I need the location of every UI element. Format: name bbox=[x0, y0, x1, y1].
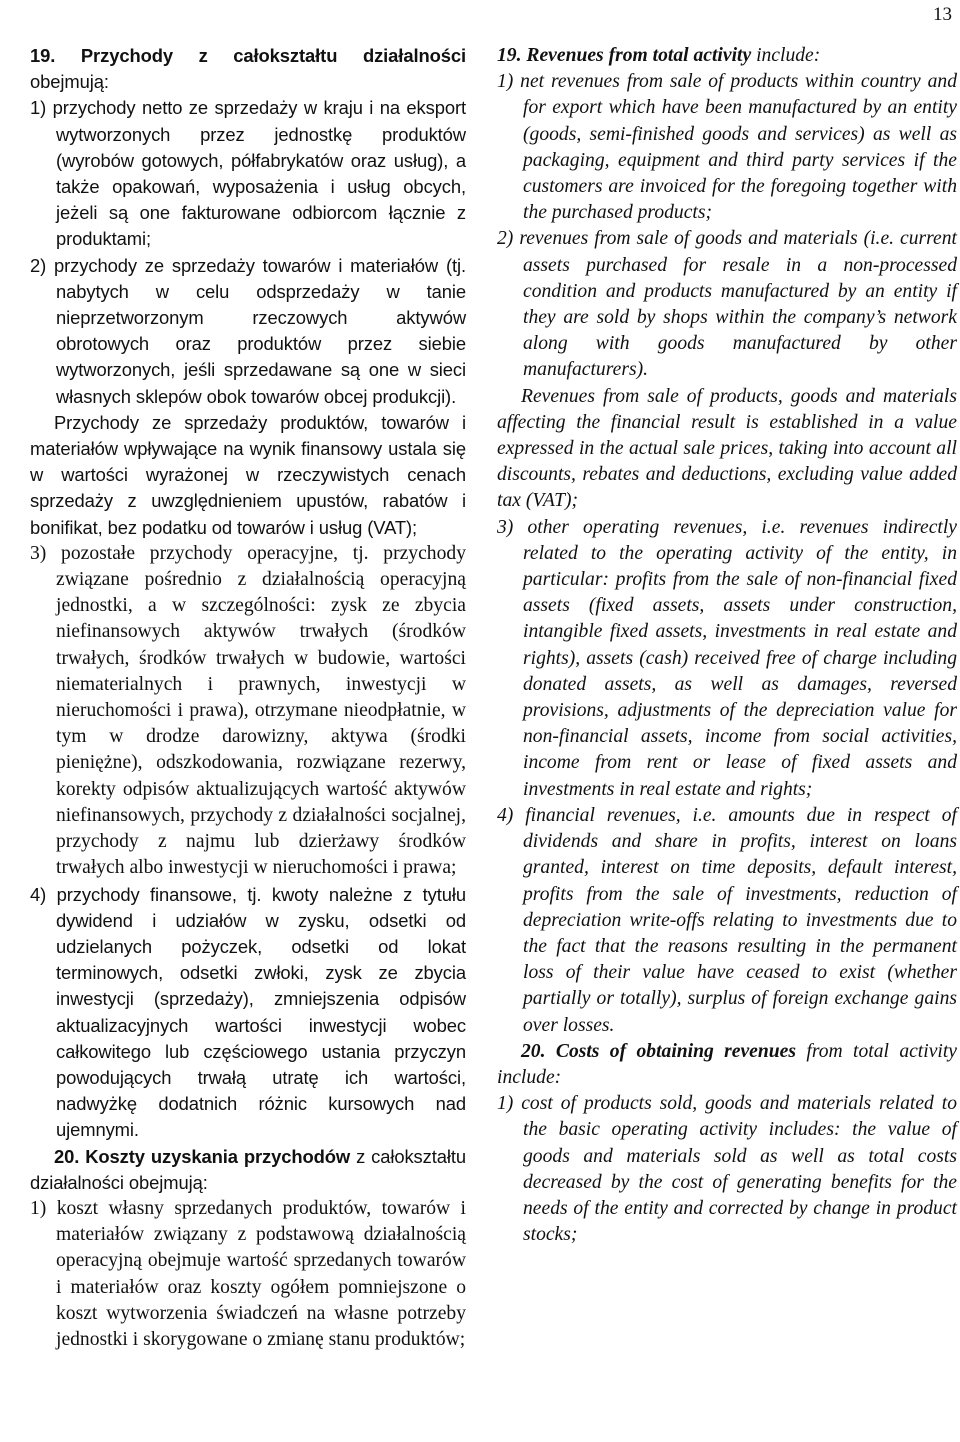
en-section19-heading-line bbox=[497, 43, 957, 69]
pl-section19-item2: 2) przychody ze sprzedaży towarów i materiałów (tj. nabytych w celu odsprzedaży w tanie nieprzetworzonym rzeczowych aktywów obrotowych oraz produktów przez siebie wytworzonych, jeśli sprzedawane są one w sieci własnych sklepów obok towarów obcej produkcji). bbox=[30, 254, 466, 407]
page-number: 13 bbox=[933, 4, 952, 25]
en-section20-number: 20. bbox=[521, 1040, 546, 1062]
en-section19-item4: 4) financial revenues, i.e. amounts due in respect of dividends and share in profits, interest on loans granted, interest on time deposits, default interest, profits from the sale of investments, reduction of depreciation write-offs relating to investments due to the fact that the reasons resulting in the permanent loss of their value have ceased to exist (whether partially or totally), surplus of foreign exchange gains over losses. bbox=[497, 804, 957, 1036]
en-section19-paragraph: Revenues from sale of products, goods and materials affecting the financial result is established in a value expressed in the actual sale prices, taking into account all discounts, rebates and deductions, excluding value added tax (VAT); bbox=[497, 385, 957, 512]
en-section19-item2: 2) revenues from sale of goods and materials (i.e. current assets purchased for resale in a non-processed condition and products manufactured by an entity if they are sold by shops within the company’s network along with goods manufactured by other manufacturers). bbox=[497, 228, 957, 381]
pl-section19-heading-line bbox=[30, 43, 466, 95]
pl-section19-item4: 4) przychody finansowe, tj. kwoty należne z tytułu dywidend i udziałów w zysku, odsetki od udzielanych pożyczek, odsetki od lokat terminowych, odsetki zwłoki, zysk ze zbycia inwestycji (sprzedaży), zmniejszenia odpisów aktualizacyjnych wartości inwestycji wobec całkowitego lub częściowego ustania przyczyn powodujących trwałą utratę ich wartości, nadwyżkę dodatnich różnic kursowych nad ujemnymi. bbox=[30, 883, 466, 1141]
en-section19-number: 19. bbox=[497, 45, 522, 66]
pl-section19-item3: 3) pozostałe przychody operacyjne, tj. przychody związane pośrednio z działalnością operacyjną jednostki, a w szczególności: zysk ze zbycia niefinansowych aktywów trwałych (środków trwałych, środków trwałych w budowie, wartości niematerialnych i prawnych, inwestycji w nieruchomości i prawa), otrzymane nieodpłatnie, w tym w drodze darowizny, aktywa (środki pieniężne), odszkodowania, rozwiązane rezerwy, korekty odpisów aktualizujących wartość aktywów niefinansowych, przychody z działalności socjalnej, przychody z najmu lub dzierżawy środków trwałych albo inwestycji w nieruchomości i prawa; bbox=[30, 542, 466, 879]
pl-section20-number: 20. bbox=[54, 1145, 80, 1167]
pl-section20-heading-line bbox=[30, 1144, 466, 1196]
en-section19-item1: 1) net revenues from sale of products within country and for export which have been manufactured by an entity (goods, semi-finished goods and services) as well as packaging, equipment and third party services if the customers are invoiced for the foregoing together with the purchased products; bbox=[497, 71, 957, 224]
en-section19-item3: 3) other operating revenues, i.e. revenues indirectly related to the operating activity of the entity, in particular: profits from the sale of non-financial fixed assets (fixed assets, assets under construction, intangible fixed assets, investments in real estate and rights), assets (cash) received free of charge including donated assets, as well as damages, reversed provisions, adjustments of the depreciation value for non-financial assets, income from social activities, income from rent or lease of fixed assets and investments in real estate and rights; bbox=[497, 516, 957, 800]
pl-section20-heading: Koszty uzyskania przychodów bbox=[85, 1145, 351, 1167]
pl-section19-paragraph: Przychody ze sprzedaży produktów, towarów i materiałów wpływające na wynik finansowy ustala się w wartości wyrażonej w rzeczywistych cenach sprzedaży z uwzględnieniem upustów, rabatów i bonifikat, bez podatku od towarów i usług (VAT); bbox=[30, 411, 466, 538]
en-section20-lead: from total activity include: bbox=[497, 1040, 957, 1088]
pl-section19-heading: Przychody z całokształtu działalności bbox=[80, 45, 466, 66]
pl-section19-number: 19. bbox=[30, 45, 56, 66]
english-column bbox=[497, 43, 957, 1248]
en-section19-heading: Revenues from total activity bbox=[526, 45, 752, 66]
pl-section19-item1: 1) przychody netto ze sprzedaży w kraju i na eksport wytworzonych przez jednostkę produktów (wyrobów gotowych, półfabrykatów oraz usług), a także opakowań, wyposażenia i usług obcych, jeżeli są one fakturowane odbiorcom łącznie z produktami; bbox=[30, 97, 466, 250]
polish-column bbox=[30, 43, 466, 1353]
en-section19-lead: include: bbox=[756, 45, 821, 66]
pl-section19-lead: obejmują: bbox=[30, 71, 109, 93]
en-section20-heading: Costs of obtaining revenues bbox=[555, 1040, 796, 1062]
pl-section20-item1: 1) koszt własny sprzedanych produktów, towarów i materiałów związany z podstawową działalnością operacyjną obejmuje wartość sprzedanych towarów i materiałów oraz koszty ogółem pomniejszone o koszt wytworzenia świadczeń na własne potrzeby jednostki i skorygowane o zmianę stanu produktów; bbox=[30, 1197, 466, 1350]
en-section20-heading-line bbox=[497, 1039, 957, 1091]
pl-section20-lead: z całokształtu działalności obejmują: bbox=[30, 1145, 466, 1193]
en-section20-item1: 1) cost of products sold, goods and materials related to the basic operating activity includes: the value of goods and materials sold as well as total costs decreased by the cost of generating benefits for the needs of the entity and corrected by change in product stocks; bbox=[497, 1093, 957, 1246]
